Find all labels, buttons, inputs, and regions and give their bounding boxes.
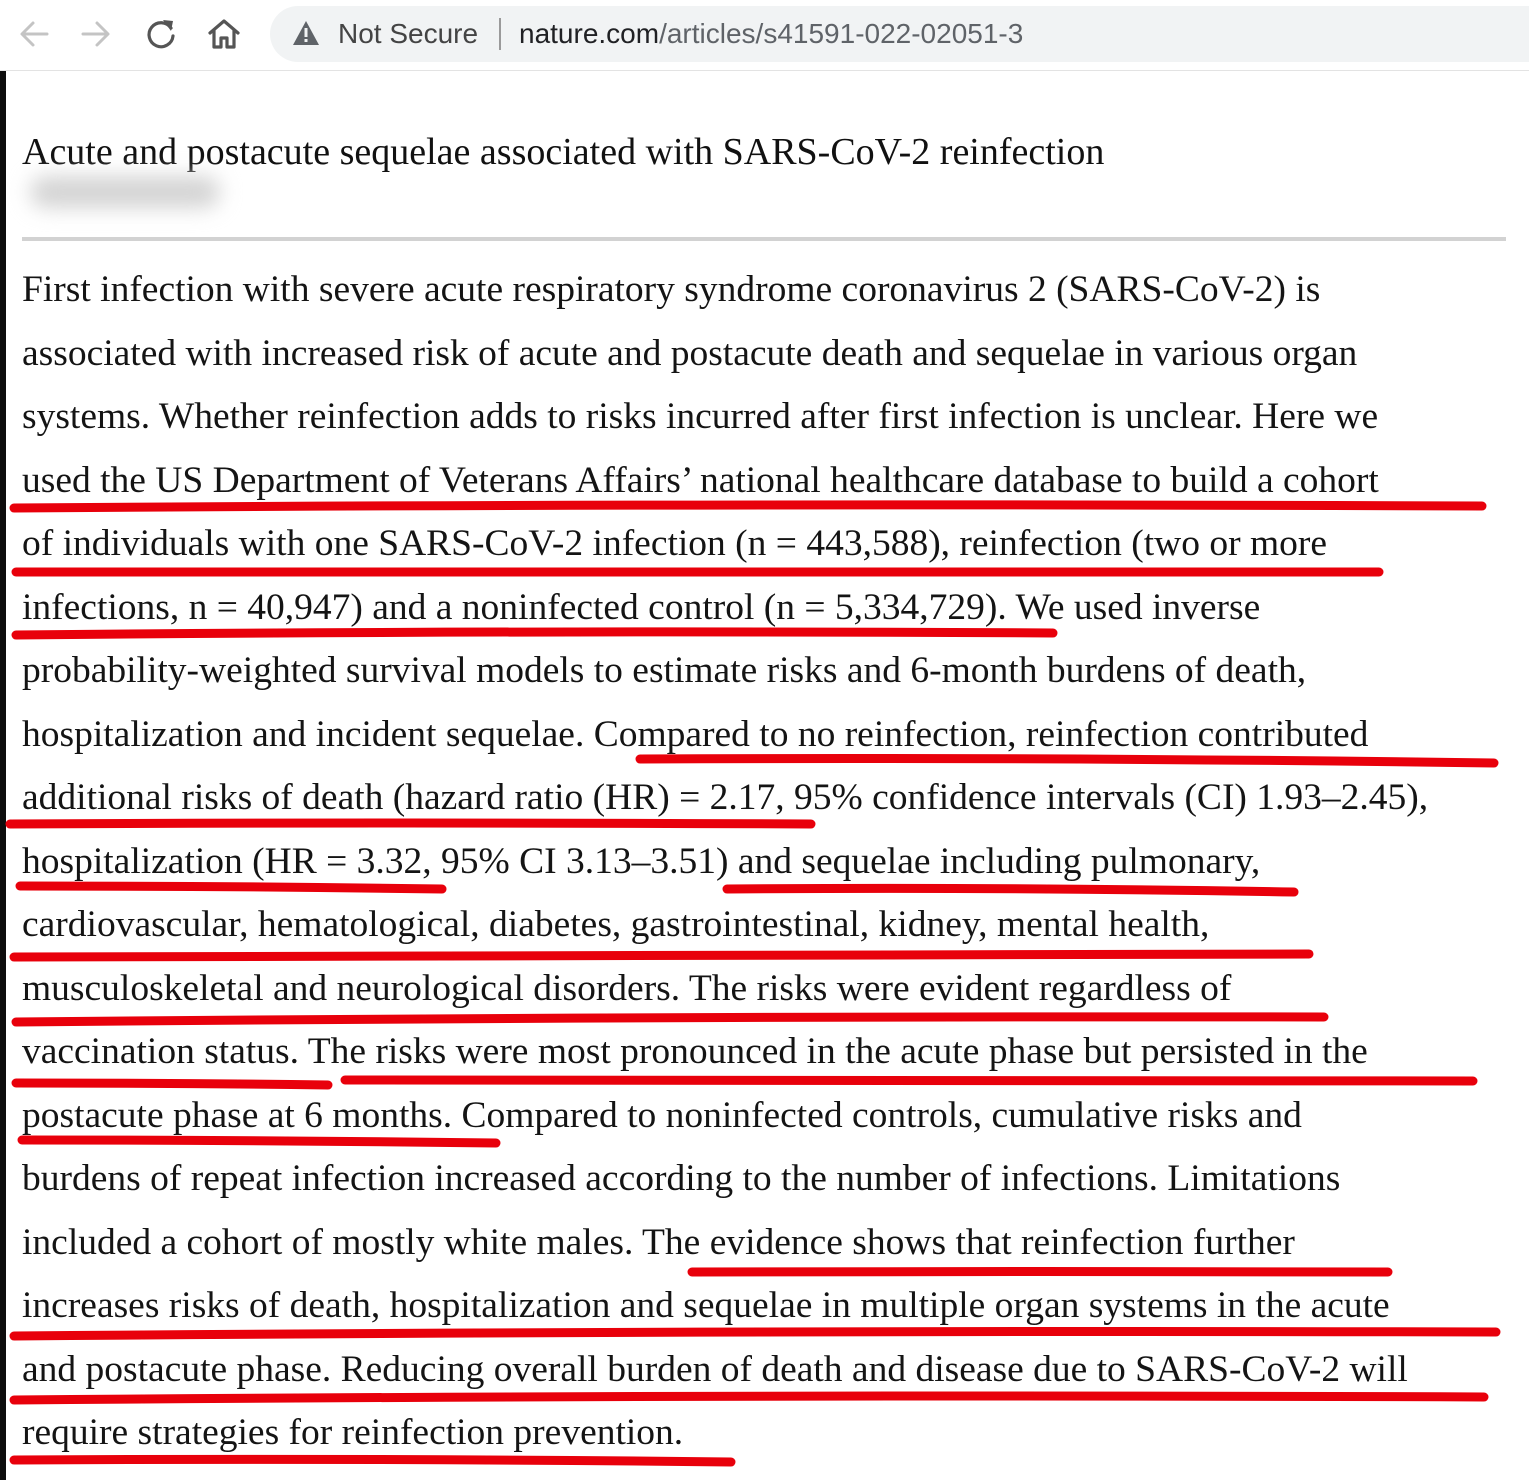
forward-arrow-icon xyxy=(79,17,113,51)
abstract-line: require strategies for reinfection prevention. xyxy=(22,1412,684,1453)
reload-button[interactable] xyxy=(141,14,181,54)
address-bar-divider xyxy=(499,18,501,50)
abstract-text xyxy=(22,258,1512,1465)
home-icon xyxy=(206,16,242,52)
abstract-line: burdens of repeat infection increased according to the number of infections. Limitations xyxy=(22,1158,1341,1199)
abstract-line: postacute phase at 6 months. Compared to noninfected controls, cumulative risks and xyxy=(22,1094,1302,1136)
forward-button[interactable] xyxy=(76,14,116,54)
abstract-line: associated with increased risk of acute and postacute death and sequelae in various organ xyxy=(22,332,1358,374)
left-window-edge xyxy=(0,70,6,1480)
back-arrow-icon xyxy=(17,17,51,51)
browser-toolbar xyxy=(0,0,1529,71)
abstract-line: musculoskeletal and neurological disorders. The risks were evident regardless of xyxy=(22,967,1232,1009)
abstract-line: additional risks of death (hazard ratio (HR) = 2.17, 95% confidence intervals (CI) 1.93–2.45), xyxy=(22,777,1429,818)
abstract-line: increases risks of death, hospitalization and sequelae in multiple organ systems in the acute xyxy=(22,1285,1390,1326)
url-path: /articles/s41591-022-02051-3 xyxy=(659,18,1024,49)
url-domain: nature.com xyxy=(519,18,660,49)
abstract-line: First infection with severe acute respiratory syndrome coronavirus 2 (SARS-CoV-2) is xyxy=(22,269,1321,310)
reload-icon xyxy=(144,17,178,51)
abstract-line: cardiovascular, hematological, diabetes, gastrointestinal, kidney, mental health, xyxy=(22,904,1210,945)
back-button[interactable] xyxy=(14,14,54,54)
abstract-line: hospitalization and incident sequelae. Compared to no reinfection, reinfection contributed xyxy=(22,713,1369,755)
title-divider xyxy=(22,237,1506,241)
abstract-line: probability-weighted survival models to estimate risks and 6-month burdens of death, xyxy=(22,650,1307,691)
abstract-line: hospitalization (HR = 3.32, 95% CI 3.13–3.51) and sequelae including pulmonary, xyxy=(22,840,1261,882)
abstract-line: included a cohort of mostly white males. The evidence shows that reinfection further xyxy=(22,1221,1295,1263)
abstract-line: of individuals with one SARS-CoV-2 infection (n = 443,588), reinfection (two or more xyxy=(22,523,1327,564)
article-title: Acute and postacute sequelae associated with SARS-CoV-2 reinfection xyxy=(22,131,1105,173)
abstract-line: used the US Department of Veterans Affairs’ national healthcare database to build a cohort xyxy=(22,459,1379,501)
security-status-label[interactable]: Not Secure xyxy=(338,18,479,49)
warning-triangle-icon xyxy=(292,20,320,46)
abstract-line: and postacute phase. Reducing overall burden of death and disease due to SARS-CoV-2 will xyxy=(22,1348,1408,1390)
abstract-line: vaccination status. The risks were most pronounced in the acute phase but persisted in the xyxy=(22,1031,1368,1072)
url-text[interactable] xyxy=(519,18,1023,50)
abstract-line: infections, n = 40,947) and a noninfected control (n = 5,334,729). We used inverse xyxy=(22,586,1261,628)
address-bar[interactable] xyxy=(270,6,1529,62)
home-button[interactable] xyxy=(204,14,244,54)
abstract-line: systems. Whether reinfection adds to risks incurred after first infection is unclear. Here we xyxy=(22,396,1379,437)
blurred-author-line xyxy=(30,176,220,208)
